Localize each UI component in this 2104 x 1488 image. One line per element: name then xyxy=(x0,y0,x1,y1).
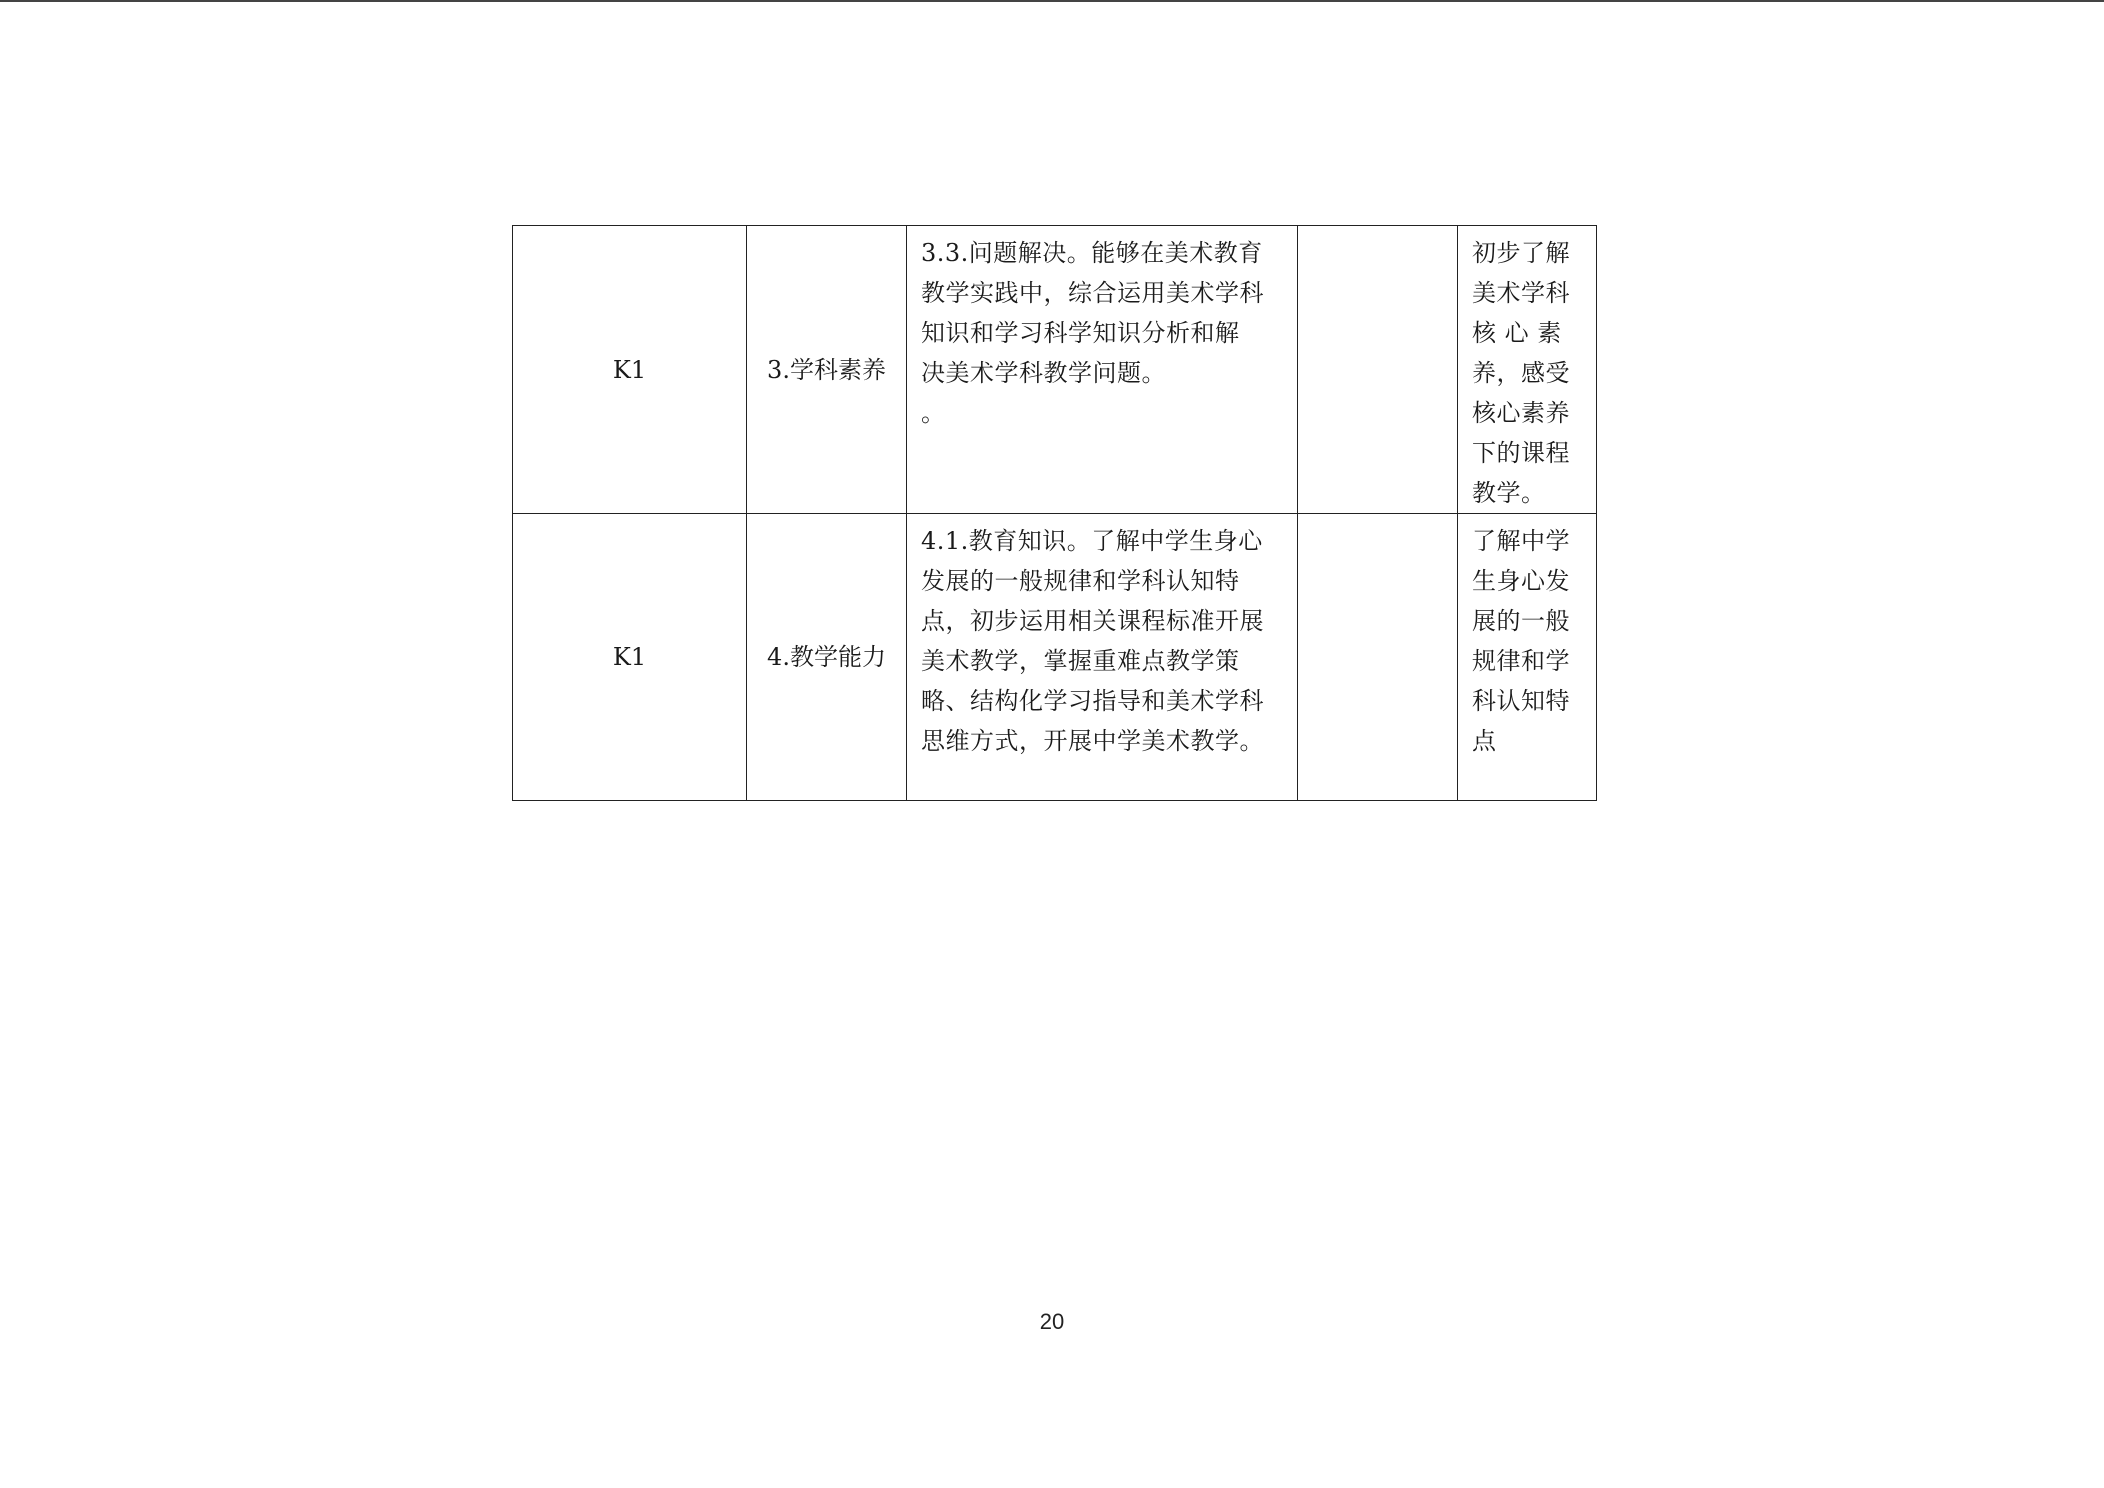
table-cell-area xyxy=(747,226,907,514)
table-cell-description xyxy=(907,514,1298,801)
competency-area: 4.教学能力 xyxy=(767,643,886,671)
table-cell-level xyxy=(1458,226,1597,514)
level-line: 美术学科 xyxy=(1472,279,1570,307)
table-cell-description xyxy=(907,226,1298,514)
level-line: 科认知特 xyxy=(1472,687,1570,715)
level-line: 点 xyxy=(1472,727,1497,755)
competency-area: 3.学科素养 xyxy=(767,355,886,384)
level-text xyxy=(1458,514,1596,761)
level-line: 了解中学 xyxy=(1472,527,1570,555)
page-number: 20 xyxy=(1039,1309,1065,1334)
description-line: 教学实践中，综合运用美术学科 xyxy=(921,279,1264,307)
description-line: 决美术学科教学问题。 xyxy=(921,359,1166,387)
level-line: 养，感受 xyxy=(1472,359,1570,387)
description-line: 思维方式，开展中学美术教学。 xyxy=(921,727,1264,755)
level-line: 核 心 素 xyxy=(1472,319,1562,347)
level-line: 下的课程 xyxy=(1472,439,1570,467)
table-row xyxy=(513,514,1597,801)
table-cell-code xyxy=(513,226,747,514)
page-top-border xyxy=(0,0,2104,2)
description-line: 3.3.问题解决。能够在美术教育 xyxy=(921,239,1263,267)
level-line: 生身心发 xyxy=(1472,567,1570,595)
description-line: 略、结构化学习指导和美术学科 xyxy=(921,687,1264,715)
description-line: 美术教学，掌握重难点教学策 xyxy=(921,647,1240,675)
level-text xyxy=(1458,226,1596,513)
description-line: 知识和学习科学知识分析和解 xyxy=(921,319,1240,347)
description-text xyxy=(907,226,1297,433)
description-text xyxy=(907,514,1297,761)
level-line: 展的一般 xyxy=(1472,607,1570,635)
table-cell-level xyxy=(1458,514,1597,801)
level-line: 初步了解 xyxy=(1472,239,1570,267)
level-line: 规律和学 xyxy=(1472,647,1570,675)
table-row xyxy=(513,226,1597,514)
description-line: 发展的一般规律和学科认知特 xyxy=(921,567,1240,595)
table-cell-empty xyxy=(1298,514,1458,801)
objectives-table xyxy=(512,225,1597,801)
level-line: 教学。 xyxy=(1472,479,1546,507)
description-line: 。 xyxy=(921,399,946,427)
objective-code: K1 xyxy=(612,643,647,671)
table-cell-code xyxy=(513,514,747,801)
objective-code: K1 xyxy=(612,355,647,384)
description-line: 4.1.教育知识。了解中学生身心 xyxy=(921,527,1263,555)
table-cell-area xyxy=(747,514,907,801)
description-line: 点，初步运用相关课程标准开展 xyxy=(921,607,1264,635)
level-line: 核心素养 xyxy=(1472,399,1570,427)
table-cell-empty xyxy=(1298,226,1458,514)
